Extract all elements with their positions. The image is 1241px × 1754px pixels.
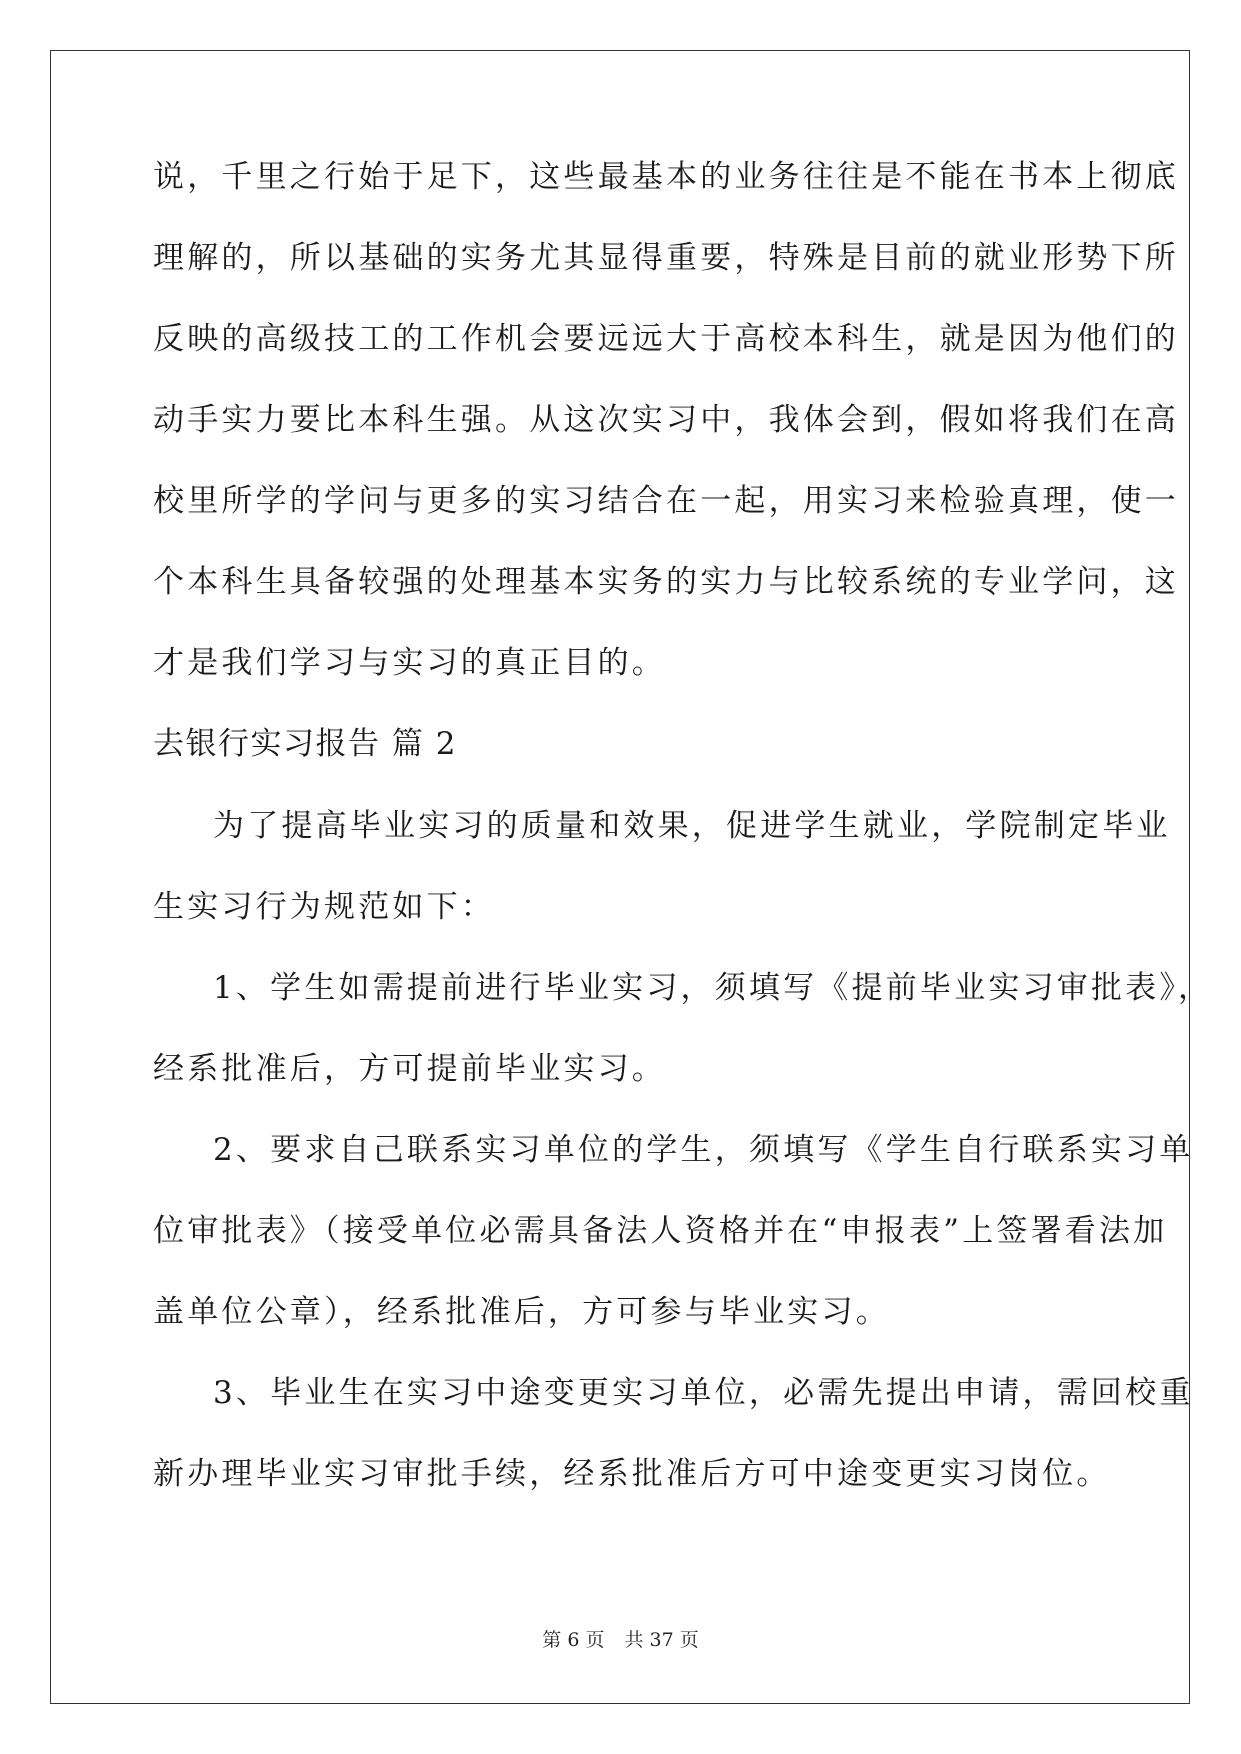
text-line: 1、学生如需提前进行毕业实习，须填写《提前毕业实习审批表》， [213,970,1213,1006]
section-heading: 去银行实习报告 篇 2 [153,726,457,762]
text-line: 新办理毕业实习审批手续，经系批准后方可中途变更实习岗位。 [153,1456,1111,1492]
text-line: 动手实力要比本科生强。从这次实习中，我体会到，假如将我们在高 [153,402,1179,438]
text-line: 为了提高毕业实习的质量和效果，促进学生就业，学院制定毕业 [213,808,1171,844]
text-line: 经系批准后，方可提前毕业实习。 [153,1051,666,1087]
text-line: 个本科生具备较强的处理基本实务的实力与比较系统的专业学问，这 [153,564,1179,600]
list-item-2 [153,1132,1194,1376]
text-line: 反映的高级技工的工作机会要远远大于高校本科生，就是因为他们的 [153,321,1179,357]
text-line: 校里所学的学问与更多的实习结合在一起，用实习来检验真理，使一 [153,483,1179,519]
document-body [153,159,1213,1538]
list-item-3 [153,1375,1194,1538]
text-line: 才是我们学习与实习的真正目的。 [153,645,666,681]
list-item-1 [153,970,1213,1133]
text-line: 理解的，所以基础的实务尤其显得重要，特殊是目前的就业形势下所 [153,240,1179,276]
page-number: 第 6 页 [542,1629,605,1651]
text-line: 2、要求自己联系实习单位的学生，须填写《学生自行联系实习单 [213,1132,1194,1168]
text-line: 盖单位公章），经系批准后，方可参与毕业实习。 [153,1294,890,1330]
text-line: 说，千里之行始于足下，这些最基本的业务往往是不能在书本上彻底 [153,159,1179,195]
text-line: 位审批表》（接受单位必需具备法人资格并在“申报表”上签署看法加 [153,1213,1168,1249]
text-line: 3、毕业生在实习中途变更实习单位，必需先提出申请，需回校重 [213,1375,1194,1411]
page-total: 共 37 页 [624,1629,699,1651]
text-line: 生实习行为规范如下： [153,889,495,925]
paragraph-continued [153,159,1179,727]
paragraph-intro [153,808,1171,971]
page-footer [0,1625,1241,1652]
